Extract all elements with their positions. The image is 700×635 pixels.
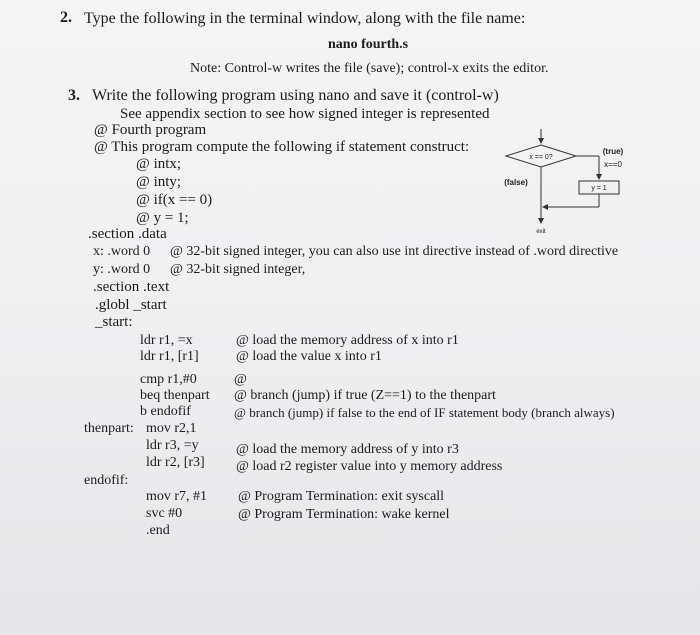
instruction-comment: @ load the memory address of y into r3: [236, 442, 459, 457]
instruction: ldr r1, [r1]: [140, 349, 199, 364]
false-label: (false): [504, 178, 528, 187]
comment-line: @ Fourth program: [94, 122, 207, 138]
instruction-comment: @ load the value x into r1: [236, 349, 382, 364]
item2-note: Note: Control-w writes the file (save); control-x exits the editor.: [190, 61, 549, 76]
word-x: x: .word 0: [93, 244, 151, 259]
item2-instruction: Type the following in the terminal window, along with the file name:: [84, 10, 526, 27]
word-y: y: .word 0: [93, 262, 151, 277]
instruction-comment: @ Program Termination: exit syscall: [238, 489, 445, 504]
instruction: ldr r1, =x: [140, 333, 193, 348]
item2-number: 2.: [60, 9, 72, 26]
instruction-comment: @: [234, 372, 247, 387]
endofif-label: endofif:: [84, 473, 129, 488]
comment-line: @ intx;: [136, 156, 182, 172]
action-label: y = 1: [591, 185, 607, 192]
item3-instruction: Write the following program using nano and save it (control-w): [92, 87, 499, 104]
comment-line: @ inty;: [136, 174, 182, 190]
word-y-comment: @ 32-bit signed integer,: [170, 262, 306, 277]
item2-command: nano fourth.s: [328, 37, 409, 52]
section-text: .section .text: [93, 279, 170, 295]
globl-start: .globl _start: [95, 297, 167, 313]
instruction: beq thenpart: [140, 388, 210, 403]
instruction-comment: @ branch (jump) if false to the end of IF statement body (branch always): [234, 405, 615, 420]
instruction: cmp r1,#0: [140, 372, 197, 387]
instruction: mov r7, #1: [146, 489, 208, 504]
item3-number: 3.: [68, 87, 80, 104]
thenpart-label: thenpart:: [84, 421, 134, 436]
instruction-comment: @ branch (jump) if true (Z==1) to the thenpart: [234, 388, 496, 403]
comment-line: @ y = 1;: [136, 210, 189, 226]
instruction: mov r2,1: [146, 421, 197, 436]
if-flowchart-diagram: [496, 127, 631, 237]
instruction: svc #0: [146, 506, 183, 521]
exit-label: exit: [536, 229, 546, 235]
instruction-comment: @ load the memory address of x into r1: [236, 333, 459, 348]
comment-line: @ if(x == 0): [136, 192, 213, 208]
instruction: .end: [146, 523, 170, 538]
section-data: .section .data: [88, 226, 167, 242]
decision-condition: x == 0?: [529, 154, 553, 161]
word-x-comment: @ 32-bit signed integer, you can also use int directive instead of .word directive: [170, 244, 619, 259]
instruction: b endofif: [140, 404, 191, 419]
instruction-comment: @ load r2 register value into y memory address: [236, 459, 503, 474]
instruction: ldr r2, [r3]: [146, 455, 205, 470]
true-condition: x==0: [604, 160, 622, 169]
item3-appendix: See appendix section to see how signed integer is represented: [120, 106, 490, 122]
instruction-comment: @ Program Termination: wake kernel: [238, 507, 450, 522]
comment-line: @ This program compute the following if statement construct:: [94, 139, 470, 155]
instruction: ldr r3, =y: [146, 438, 199, 453]
start-label: _start:: [95, 314, 133, 330]
true-label: (true): [602, 147, 624, 156]
